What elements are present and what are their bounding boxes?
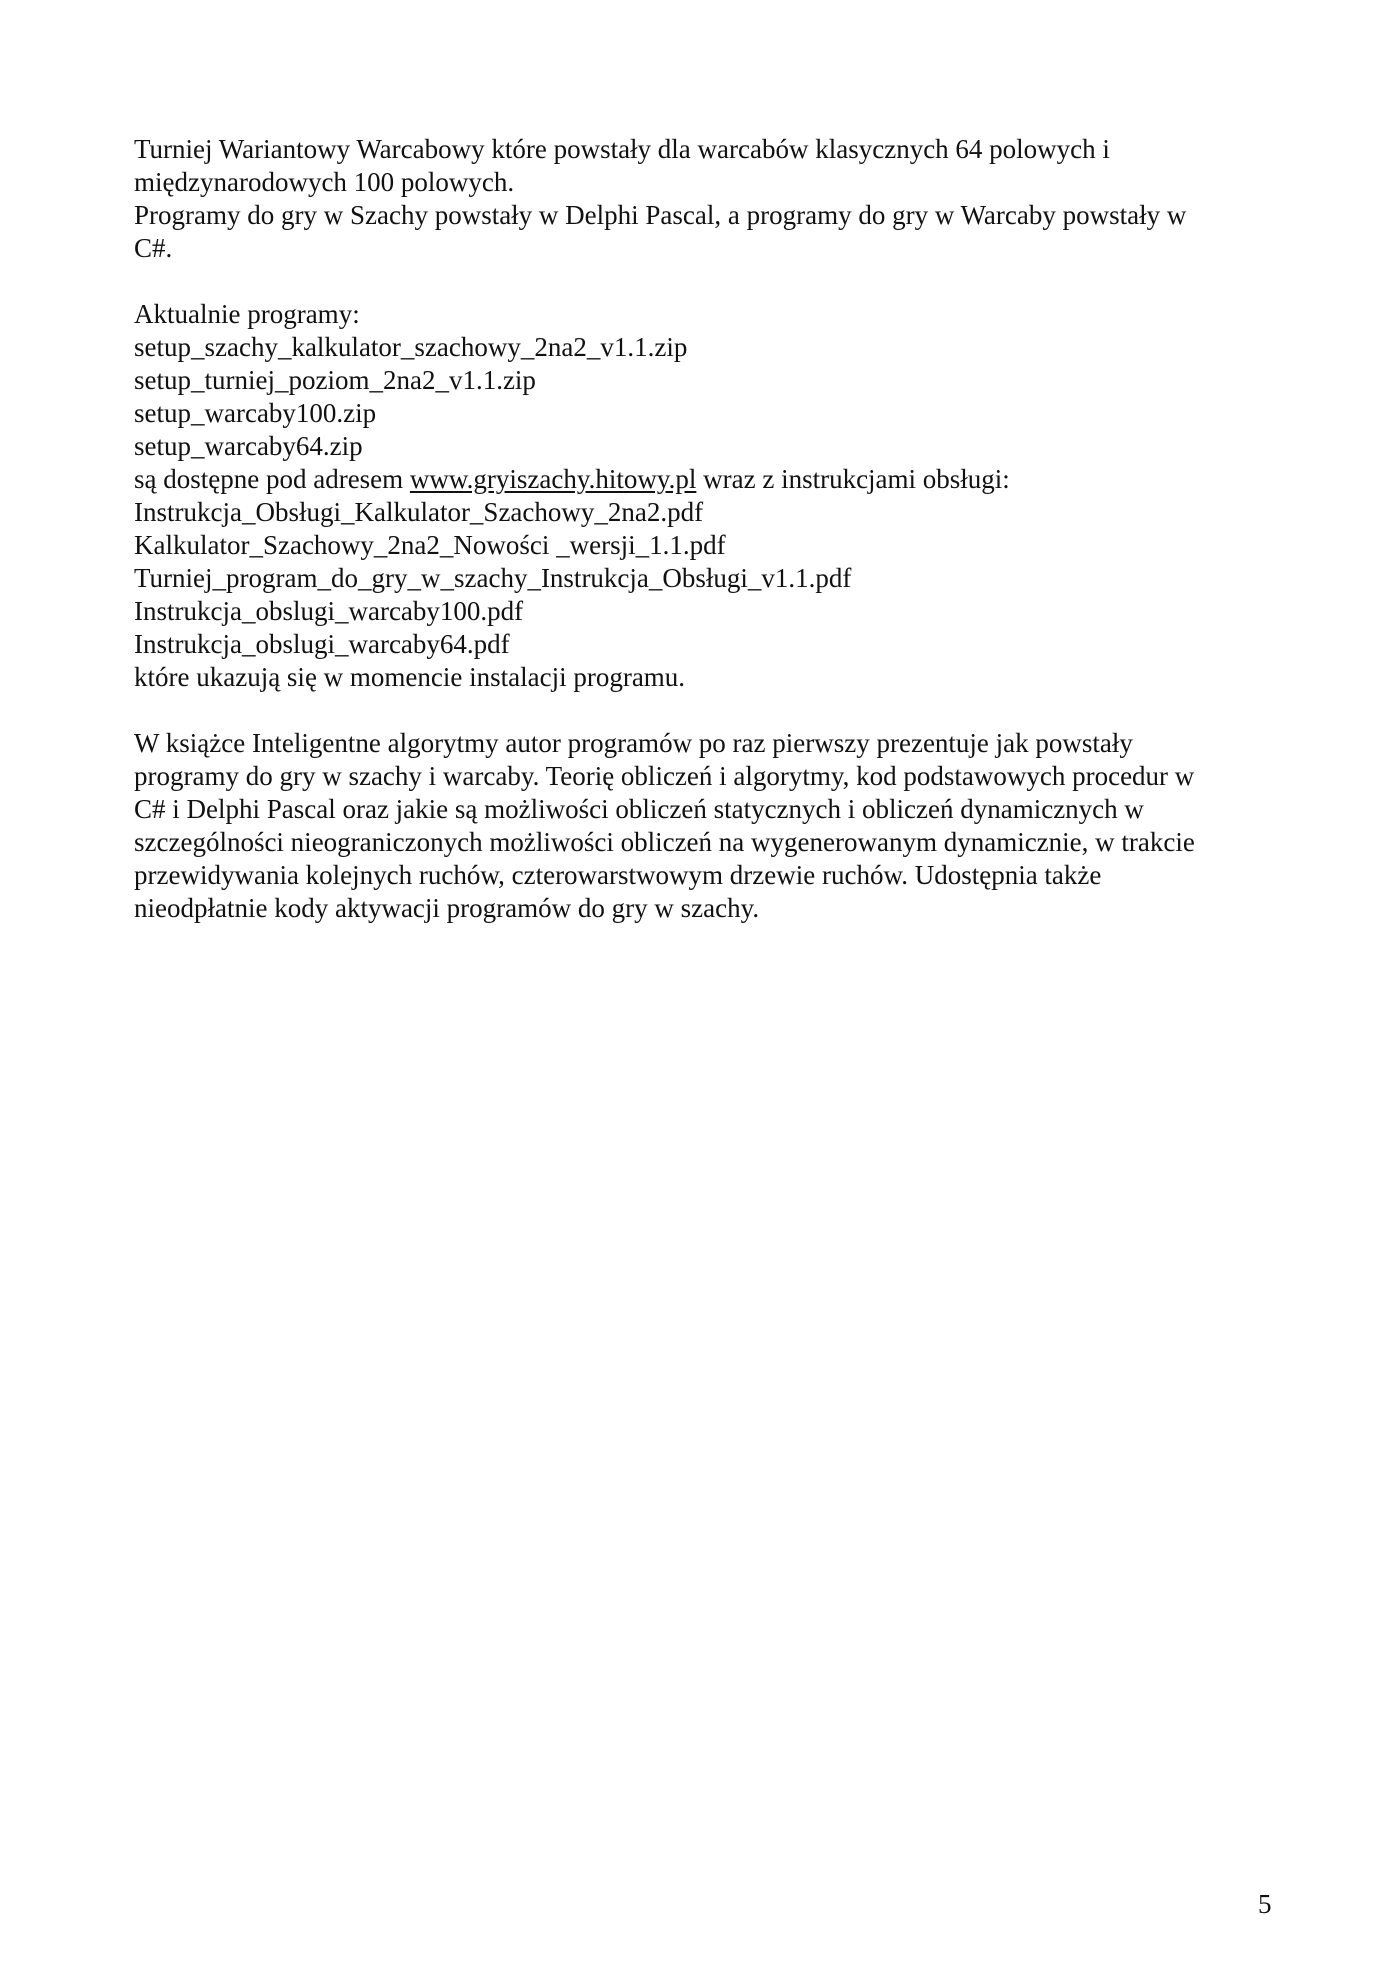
book-paragraph [134,727,1274,925]
manual-file-name: Instrukcja_obslugi_warcaby100.pdf [134,596,524,626]
book-paragraph-line: programy do gry w szachy i warcaby. Teorię obliczeń i algorytmy, kod podstawowych procedur w [134,761,1195,791]
book-paragraph-line: W książce Inteligentne algorytmy autor programów po raz pierwszy prezentuje jak powstały [134,728,1133,758]
book-paragraph-line: nieodpłatnie kody aktywacji programów do gry w szachy. [134,893,760,923]
manual-file-name: Kalkulator_Szachowy_2na2_Nowości _wersji_1.1.pdf [134,530,726,560]
paragraph-spacer [134,694,1274,727]
program-file-name: setup_warcaby100.zip [134,398,377,428]
manual-file-name: Instrukcja_Obsługi_Kalkulator_Szachowy_2na2.pdf [134,497,704,527]
book-paragraph-line: przewidywania kolejnych ruchów, czterowarstwowym drzewie ruchów. Udostępnia także [134,860,1102,890]
intro-line: Turniej Wariantowy Warcabowy które powstały dla warcabów klasycznych 64 polowych i [134,134,1110,164]
program-file-name: setup_turniej_poziom_2na2_v1.1.zip [134,365,536,395]
book-paragraph-line: szczególności nieograniczonych możliwości obliczeń na wygenerowanym dynamicznie, w trakcie [134,827,1195,857]
intro-line: C#. [134,233,173,263]
website-link[interactable]: www.gryiszachy.hitowy.pl [409,464,697,494]
intro-line: międzynarodowych 100 polowych. [134,167,515,197]
programs-section [134,298,1274,694]
program-file-name: setup_szachy_kalkulator_szachowy_2na2_v1.1.zip [134,332,688,362]
installation-note: które ukazują się w momencie instalacji programu. [134,662,686,692]
programs-heading: Aktualnie programy: [134,299,360,329]
intro-paragraph [134,133,1274,265]
availability-suffix: wraz z instrukcjami obsługi: [696,464,1010,494]
page-number: 5 [1258,1889,1272,1919]
intro-line: Programy do gry w Szachy powstały w Delphi Pascal, a programy do gry w Warcaby powstały w [134,200,1187,230]
manual-file-name: Turniej_program_do_gry_w_szachy_Instrukcja_Obsługi_v1.1.pdf [134,563,852,593]
document-content [134,133,1274,925]
manual-file-name: Instrukcja_obslugi_warcaby64.pdf [134,629,510,659]
program-file-name: setup_warcaby64.zip [134,431,363,461]
paragraph-spacer [134,265,1274,298]
book-paragraph-line: C# i Delphi Pascal oraz jakie są możliwości obliczeń statycznych i obliczeń dynamicznych w [134,794,1144,824]
availability-line [134,463,1274,496]
availability-prefix: są dostępne pod adresem [134,464,410,494]
